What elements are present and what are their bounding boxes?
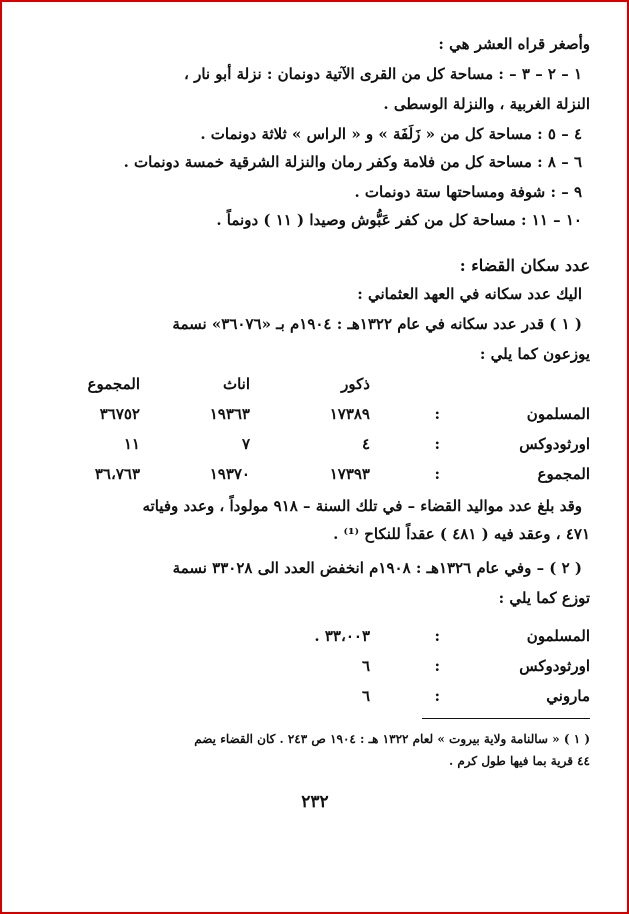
row-female: ٧ bbox=[241, 435, 250, 453]
footnote-line-2: ٤٤ قرية بما فيها طول كرم . bbox=[449, 754, 590, 768]
row-colon: : bbox=[434, 687, 440, 705]
ottoman-intro: اليك عدد سكانه في العهد العثماني : bbox=[357, 285, 582, 303]
row-total: ٣٦٧٥٢ bbox=[99, 405, 140, 423]
row-label: المسلمون bbox=[526, 405, 590, 423]
row-colon: : bbox=[434, 435, 440, 453]
row-label: ماروني bbox=[546, 687, 590, 705]
village-line-6: ١٠ – ١١ : مساحة كل من كفر عَبُّوش وصيدا ( ١١ ) دونماً . bbox=[216, 211, 582, 229]
village-line-1: ١ – ٢ – ٣ – : مساحة كل من القرى الآتية دونمان : نزلة أبو نار ، bbox=[184, 65, 582, 83]
row-label: المجموع bbox=[537, 465, 590, 483]
row-male: ١٧٣٨٩ bbox=[329, 405, 370, 423]
census1-line-2: يوزعون كما يلي : bbox=[479, 345, 590, 363]
table-row bbox=[40, 400, 590, 428]
row-colon: : bbox=[434, 405, 440, 423]
row-colon: : bbox=[434, 465, 440, 483]
village-line-4: ٦ – ٨ : مساحة كل من فلامة وكفر رمان والنزلة الشرقية خمسة دونمات . bbox=[123, 153, 582, 171]
row-colon: : bbox=[434, 627, 440, 645]
row-label: اورثودوكس bbox=[519, 435, 590, 453]
census2-line-2: توزع كما يلي : bbox=[498, 589, 590, 607]
row-label: المسلمون bbox=[526, 627, 590, 645]
census2-line-1: ( ٢ ) – وفي عام ١٣٢٦هـ : ١٩٠٨م انخفض العدد الى ٣٣٠٢٨ نسمة bbox=[172, 559, 582, 577]
header-total: المجموع bbox=[87, 375, 140, 393]
row-value: ٦ bbox=[361, 687, 370, 705]
row-label: اورثودوكس bbox=[519, 657, 590, 675]
row-female: ١٩٣٧٠ bbox=[209, 465, 250, 483]
page-number: ٢٣٢ bbox=[301, 792, 329, 812]
row-value: ٣٣،٠٠٣ . bbox=[314, 627, 370, 645]
document-page bbox=[40, 30, 590, 890]
population-heading: عدد سكان القضاء : bbox=[459, 256, 590, 275]
table1-header-row bbox=[40, 370, 590, 398]
table-row bbox=[40, 460, 590, 488]
village-line-2: النزلة الغربية ، والنزلة الوسطى . bbox=[383, 95, 590, 113]
row-male: ٤ bbox=[361, 435, 370, 453]
row-female: ١٩٣٦٣ bbox=[209, 405, 250, 423]
table-row bbox=[40, 622, 590, 650]
births-line-2: ٤٧١ ، وعقد فيه ( ٤٨١ ) عقداً للنكاح ⁽¹⁾ . bbox=[333, 525, 590, 543]
row-colon: : bbox=[434, 657, 440, 675]
census1-line-1: ( ١ ) قدر عدد سكانه في عام ١٣٢٢هـ : ١٩٠٤م بـ «٣٦٠٧٦» نسمة bbox=[172, 315, 582, 333]
footnote-line-1: ( ١ ) « سالنامة ولاية بيروت » لعام ١٣٢٢ هـ : ١٩٠٤ ص ٢٤٣ . كان القضاء يضم bbox=[194, 732, 590, 746]
table-row bbox=[40, 430, 590, 458]
table-row bbox=[40, 652, 590, 680]
header-female: اناث bbox=[222, 375, 250, 393]
village-line-5: ٩ – : شوفة ومساحتها ستة دونمات . bbox=[354, 183, 582, 201]
table-row bbox=[40, 682, 590, 710]
births-line-1: وقد بلغ عدد مواليد القضاء – في تلك السنة – ٩١٨ مولوداً ، وعدد وفياته bbox=[142, 497, 582, 515]
header-male: ذكور bbox=[341, 375, 370, 393]
villages-intro: وأصغر قراه العشر هي : bbox=[438, 35, 590, 53]
footnote-divider bbox=[422, 718, 590, 719]
village-line-3: ٤ – ٥ : مساحة كل من « زَلَفَة » و « الراس » ثلاثة دونمات . bbox=[200, 125, 582, 143]
row-male: ١٧٣٩٣ bbox=[329, 465, 370, 483]
row-total: ٣٦،٧٦٣ bbox=[94, 465, 140, 483]
row-total: ١١ bbox=[123, 435, 140, 453]
row-value: ٦ bbox=[361, 657, 370, 675]
